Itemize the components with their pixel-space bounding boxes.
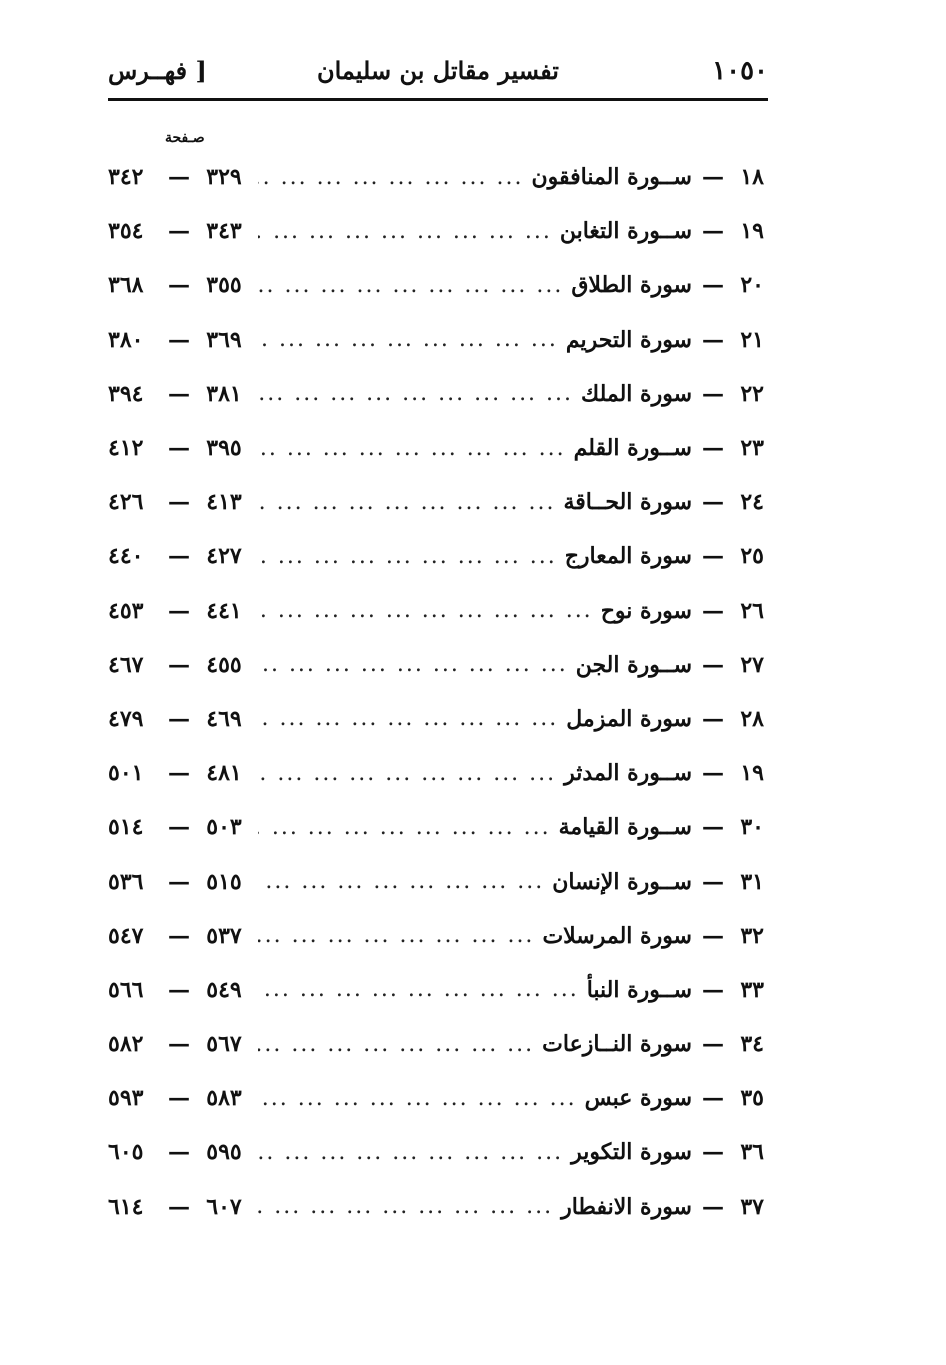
page-range-dash: — [168, 218, 190, 245]
entry-dash: — [702, 489, 724, 516]
leader-dots [258, 327, 558, 352]
leader-dots [258, 381, 573, 406]
entry-name: ســورة النبأ [586, 976, 692, 1003]
entry-start-page: ٥٣٧ [206, 922, 242, 949]
toc-entry [108, 150, 764, 204]
entry-dash: — [702, 705, 724, 732]
entry-number: ٢١ [740, 326, 764, 353]
entry-dash: — [702, 1031, 724, 1058]
entry-name: ســورة المنافقون [531, 164, 692, 191]
toc-entry [108, 692, 764, 746]
entry-dash: — [702, 272, 724, 299]
entry-name: ســورة القلم [573, 435, 692, 462]
entry-name: سورة الحــاقة [563, 489, 692, 516]
entry-start-page: ٤٨١ [206, 760, 242, 787]
entry-start-page: ٥٤٩ [206, 976, 242, 1003]
toc-entry [108, 367, 764, 421]
entry-dash: — [702, 1193, 724, 1220]
page-range-dash: — [168, 489, 190, 516]
page-range-dash: — [168, 922, 190, 949]
entry-name: سورة عبس [584, 1085, 692, 1112]
toc-entry [108, 854, 764, 908]
toc-entry [108, 909, 764, 963]
entry-dash: — [702, 814, 724, 841]
leader-dots [258, 219, 552, 244]
entry-start-page: ٣٨١ [206, 380, 242, 407]
toc-entry [108, 746, 764, 800]
entry-page-range [108, 272, 250, 298]
entry-start-page: ٤٤١ [206, 597, 242, 624]
leader-dots [258, 815, 551, 840]
leader-dots [258, 923, 534, 948]
entry-dash: — [702, 164, 724, 191]
entry-name: سورة التحريم [565, 326, 692, 353]
entry-start-page: ٣٥٥ [206, 272, 242, 299]
header-rule [108, 98, 768, 101]
entry-dash: — [702, 922, 724, 949]
entry-number: ٢٤ [740, 489, 764, 516]
entry-end-page: ٥٩٣ [108, 1085, 144, 1112]
leader-dots [258, 869, 544, 894]
entry-start-page: ٣٢٩ [206, 164, 242, 191]
entry-name: ســورة القيامة [558, 814, 692, 841]
entry-dash: — [702, 1085, 724, 1112]
entry-dash: — [702, 218, 724, 245]
entry-name: سورة التكوير [571, 1139, 692, 1166]
entry-dash: — [702, 651, 724, 678]
page-range-dash: — [168, 760, 190, 787]
entry-start-page: ٥٠٣ [206, 814, 242, 841]
entry-dash: — [702, 760, 724, 787]
leader-dots [258, 436, 566, 461]
entry-number: ٢٥ [740, 543, 764, 570]
leader-dots [258, 706, 558, 731]
entry-number: ١٨ [740, 164, 764, 191]
entry-start-page: ٣٤٣ [206, 218, 242, 245]
entry-end-page: ٤١٢ [108, 435, 144, 462]
toc-entry [108, 421, 764, 475]
page-range-dash: — [168, 868, 190, 895]
entry-page-range [108, 760, 250, 786]
page-range-dash: — [168, 164, 190, 191]
entry-end-page: ٥٣٦ [108, 868, 144, 895]
entry-page-range [108, 164, 250, 190]
entry-number: ٣٥ [740, 1085, 764, 1112]
page-range-dash: — [168, 272, 190, 299]
entry-page-range [108, 218, 250, 244]
entry-name: سورة نوح [600, 597, 692, 624]
entry-page-range [108, 435, 250, 461]
entry-number: ٣٦ [740, 1139, 764, 1166]
entry-number: ٣٣ [740, 976, 764, 1003]
entry-number: ٢٠ [740, 272, 764, 299]
toc-entry [108, 1180, 764, 1234]
toc-entry [108, 584, 764, 638]
entry-number: ١٩ [740, 218, 764, 245]
entry-start-page: ٥٦٧ [206, 1031, 242, 1058]
entry-page-range [108, 327, 250, 353]
leader-dots [258, 1032, 534, 1057]
entry-name: سورة المعارج [564, 543, 692, 570]
entry-number: ٢٧ [740, 651, 764, 678]
page-range-dash: — [168, 1139, 190, 1166]
entry-start-page: ٤٥٥ [206, 651, 242, 678]
entry-name: سورة المزمل [566, 705, 692, 732]
page-column-label: صـفحة [165, 130, 205, 146]
entry-name: ســورة الإنسان [552, 868, 692, 895]
entry-name: ســورة المدثر [564, 760, 692, 787]
entry-end-page: ٤٥٣ [108, 597, 144, 624]
entry-name: سورة المرسلات [542, 922, 692, 949]
entry-end-page: ٣٦٨ [108, 272, 144, 299]
entry-number: ١٩ [740, 760, 764, 787]
toc-entry [108, 638, 764, 692]
entry-page-range [108, 1085, 250, 1111]
entry-page-range [108, 598, 250, 624]
page-range-dash: — [168, 1031, 190, 1058]
entry-dash: — [702, 1139, 724, 1166]
entry-name: ســورة الجن [575, 651, 692, 678]
entry-dash: — [702, 380, 724, 407]
entry-start-page: ٥٨٣ [206, 1085, 242, 1112]
toc-entry [108, 204, 764, 258]
page-range-dash: — [168, 326, 190, 353]
entry-page-range [108, 814, 250, 840]
page-range-dash: — [168, 597, 190, 624]
entry-start-page: ٦٠٧ [206, 1193, 242, 1220]
entry-end-page: ٤٧٩ [108, 705, 144, 732]
entry-name: سورة الملك [581, 380, 692, 407]
running-title: تفسير مقاتل بن سليمان [316, 56, 559, 85]
page-range-dash: — [168, 435, 190, 462]
leader-dots [258, 1086, 577, 1111]
entry-number: ٢٦ [740, 597, 764, 624]
entry-dash: — [702, 435, 724, 462]
page-range-dash: — [168, 380, 190, 407]
toc-entry [108, 1125, 764, 1179]
entry-end-page: ٥١٤ [108, 814, 144, 841]
entry-number: ٣٠ [740, 814, 764, 841]
leader-dots [258, 273, 563, 298]
entry-dash: — [702, 597, 724, 624]
leader-dots [258, 490, 555, 515]
entry-start-page: ٤١٣ [206, 489, 242, 516]
toc-entry [108, 258, 764, 312]
entry-end-page: ٥٤٧ [108, 922, 144, 949]
entry-end-page: ٦١٤ [108, 1193, 144, 1220]
entry-page-range [108, 1031, 250, 1057]
entry-name: سورة الانفطار [561, 1193, 692, 1220]
entry-end-page: ٣٥٤ [108, 218, 144, 245]
page-range-dash: — [168, 651, 190, 678]
entry-end-page: ٦٠٥ [108, 1139, 144, 1166]
entry-number: ٣٢ [740, 922, 764, 949]
leader-dots [258, 165, 523, 190]
entry-end-page: ٥٨٢ [108, 1031, 144, 1058]
toc-entry [108, 1071, 764, 1125]
entry-start-page: ٣٩٥ [206, 435, 242, 462]
toc-entry [108, 475, 764, 529]
page-header [108, 52, 768, 96]
leader-dots [258, 977, 579, 1002]
section-title: [ فهــرس [108, 56, 207, 85]
page-range-dash: — [168, 1085, 190, 1112]
page-range-dash: — [168, 1193, 190, 1220]
entry-page-range [108, 1139, 250, 1165]
entry-start-page: ٤٢٧ [206, 543, 242, 570]
entry-end-page: ٤٢٦ [108, 489, 144, 516]
entry-start-page: ٤٦٩ [206, 705, 242, 732]
entry-page-range [108, 543, 250, 569]
entry-dash: — [702, 868, 724, 895]
entry-start-page: ٥١٥ [206, 868, 242, 895]
entry-dash: — [702, 543, 724, 570]
leader-dots [258, 1194, 553, 1219]
page-range-dash: — [168, 976, 190, 1003]
entry-page-range [108, 652, 250, 678]
toc-entry [108, 529, 764, 583]
page-range-dash: — [168, 814, 190, 841]
toc-entry [108, 800, 764, 854]
leader-dots [258, 761, 556, 786]
entry-number: ٣٤ [740, 1031, 764, 1058]
entry-page-range [108, 381, 250, 407]
leader-dots [258, 1140, 563, 1165]
entry-page-range [108, 1194, 250, 1220]
entry-page-range [108, 706, 250, 732]
entry-number: ٢٢ [740, 380, 764, 407]
entry-page-range [108, 489, 250, 515]
entry-name: سورة الطلاق [571, 272, 692, 299]
toc-entry [108, 313, 764, 367]
table-of-contents [108, 150, 764, 1234]
entry-number: ٢٨ [740, 705, 764, 732]
entry-end-page: ٣٩٤ [108, 380, 144, 407]
entry-page-range [108, 869, 250, 895]
page-range-dash: — [168, 543, 190, 570]
entry-dash: — [702, 326, 724, 353]
entry-end-page: ٤٦٧ [108, 651, 144, 678]
entry-number: ٣٧ [740, 1193, 764, 1220]
entry-page-range [108, 977, 250, 1003]
entry-page-range [108, 923, 250, 949]
entry-start-page: ٥٩٥ [206, 1139, 242, 1166]
entry-end-page: ٤٤٠ [108, 543, 144, 570]
leader-dots [258, 652, 568, 677]
entry-end-page: ٣٤٢ [108, 164, 144, 191]
entry-dash: — [702, 976, 724, 1003]
leader-dots [258, 544, 557, 569]
toc-entry [108, 963, 764, 1017]
page-number: ١٠٥٠ [712, 56, 768, 86]
entry-start-page: ٣٦٩ [206, 326, 242, 353]
entry-number: ٣١ [740, 868, 764, 895]
entry-name: سورة النــازعات [542, 1031, 692, 1058]
entry-number: ٢٣ [740, 435, 764, 462]
entry-end-page: ٥٦٦ [108, 976, 144, 1003]
leader-dots [258, 598, 593, 623]
entry-name: ســورة التغابن [559, 218, 692, 245]
entry-end-page: ٣٨٠ [108, 326, 144, 353]
toc-entry [108, 1017, 764, 1071]
page-range-dash: — [168, 705, 190, 732]
entry-end-page: ٥٠١ [108, 760, 144, 787]
